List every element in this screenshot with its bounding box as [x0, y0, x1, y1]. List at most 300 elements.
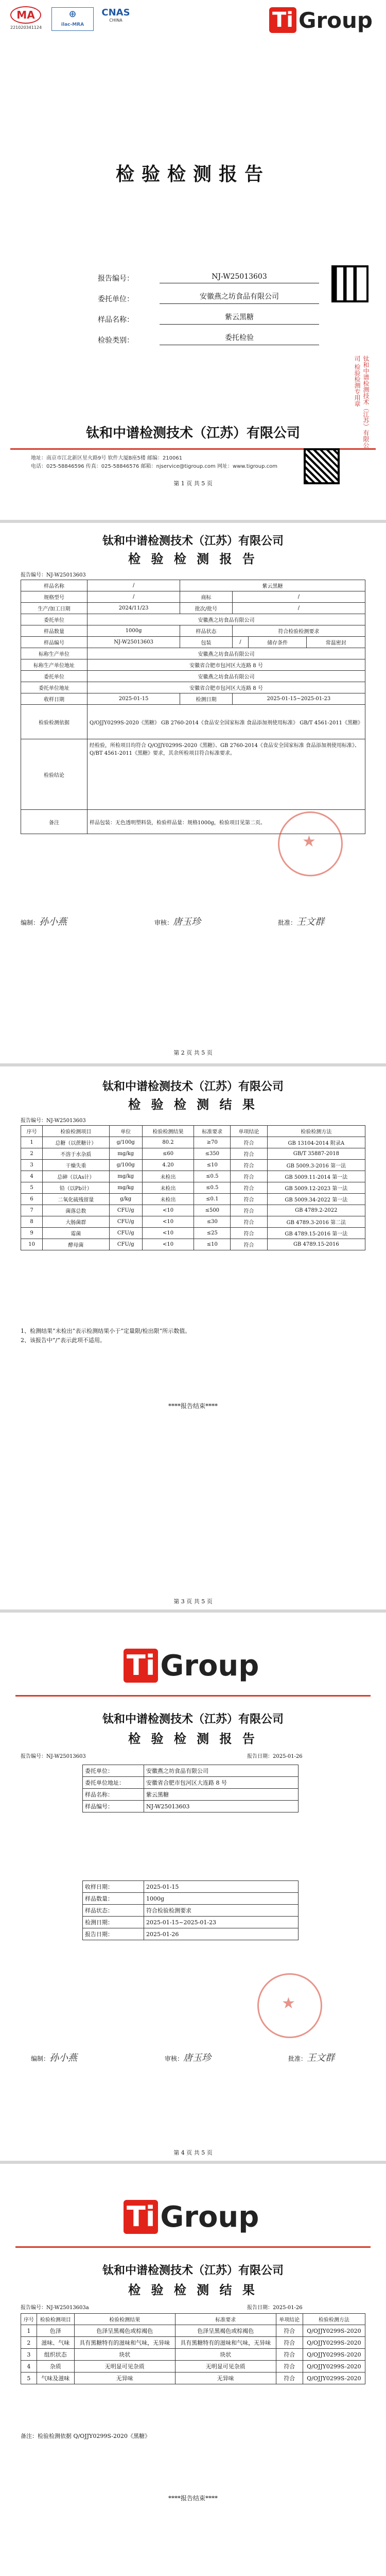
table-cell: 收样日期 [21, 693, 87, 705]
table-cell: 符合 [276, 2372, 303, 2384]
table-row [83, 1777, 299, 1789]
table-cell: 4.20 [142, 1160, 194, 1171]
table-row [83, 1881, 299, 1893]
table-cell: g/100g [109, 1137, 142, 1148]
table-cell: 总糖（以蔗糖计） [43, 1137, 109, 1148]
signer-label: 编制： [21, 919, 40, 926]
table-cell: 无明显可见杂质 [74, 2361, 175, 2372]
table-row [21, 1239, 365, 1250]
table-cell: GB 4789.15-2016 第一法 [267, 1228, 365, 1239]
report-page-4 [0, 1613, 386, 2164]
table-cell: 样品数量 [21, 625, 87, 637]
table-cell: CFU/g [109, 1205, 142, 1216]
table-row [83, 1765, 299, 1777]
table-cell: / [87, 580, 180, 591]
table-cell: 委托单位： [83, 1765, 144, 1777]
signer-approve [288, 2050, 335, 2064]
page-company: 钛和中谱检测技术（江苏）有限公司 [102, 1713, 284, 1726]
cnas-sub: CHINA [109, 18, 122, 23]
table-cell: 批次/批号 [180, 603, 233, 614]
table-cell: 检验结论 [21, 739, 87, 810]
table-cell: 标称生产单位地址 [21, 659, 87, 671]
table-cell: 块状 [175, 2349, 276, 2361]
info-value: NJ-W25013603 [160, 273, 319, 283]
info-value: 安徽燕之坊食品有限公司 [160, 291, 319, 304]
table-cell: 样品编号 [21, 637, 87, 648]
table-cell: 生产/加工日期 [21, 603, 87, 614]
page-company: 钛和中谱检测技术（江苏）有限公司 [102, 1080, 284, 1093]
table-cell: 1000g [144, 1893, 299, 1905]
table-cell: 储存条件 [249, 637, 307, 648]
table-row [21, 603, 365, 614]
table-cell: CFU/g [109, 1228, 142, 1239]
page-number: 第 1 页 共 5 页 [173, 480, 213, 487]
table-cell: 安徽省合肥市包河区大连路 8 号 [144, 1777, 299, 1789]
table-cell: ≤60 [142, 1148, 194, 1160]
page-number: 第 2 页 共 5 页 [173, 1049, 213, 1056]
table-cell: 1 [21, 1137, 43, 1148]
table-cell: GB 4789.15-2016 [267, 1239, 365, 1250]
column-header: 检验检测方法 [303, 2314, 365, 2325]
table-cell: 经检验，所检项目均符合 Q/OJJY0299S-2020《黑糖》、GB 2760-2014《食品安全国家标准 食品添加剂使用标准》、Q/BT 4561-2011《黑糖》要求，其余所检项目符合标准要求。 [87, 739, 365, 810]
table-row [21, 682, 365, 693]
table-row [21, 648, 365, 659]
vertical-stamp: 钛和中谱检测技术（江苏）有限公司 检验检测专用章 [354, 355, 370, 448]
table-cell: / [232, 637, 248, 648]
info-key: 检验类别： [98, 336, 134, 345]
table-cell: 色泽呈黑褐色或棕褐色 [175, 2325, 276, 2337]
info-row [98, 263, 319, 283]
page-title: 检 验 检 测 结 果 [128, 2283, 258, 2297]
table-cell: 色泽呈黑褐色或棕褐色 [74, 2325, 175, 2337]
table-cell: 酵母菌 [43, 1239, 109, 1250]
column-header: 序号 [21, 2314, 37, 2325]
table-cell: 符合检验检测要求 [144, 1905, 299, 1917]
signer-label: 编制： [31, 2055, 50, 2062]
table-row [21, 1171, 365, 1182]
table-cell: 3 [21, 1160, 43, 1171]
table-cell: 具有黑糖特有的滋味和气味，无异味 [74, 2337, 175, 2349]
table-row [21, 1194, 365, 1205]
table-cell: Q/OJJY0299S-2020 [303, 2337, 365, 2349]
tigroup-logo [269, 7, 373, 33]
ilac-text: ilac-MRA [61, 22, 84, 27]
table-cell: 铅（以Pb计） [43, 1182, 109, 1194]
table-cell: ≤0.1 [194, 1194, 231, 1205]
report-number: 报告编号：NJ-W25013603 [21, 1754, 86, 1759]
ma-logo [10, 6, 46, 31]
table-cell: 样品状态 [180, 625, 233, 637]
signer-label: 审核： [165, 2055, 184, 2062]
column-header: 检验检测结果 [74, 2314, 175, 2325]
column-header: 检验检测项目 [37, 2314, 74, 2325]
table-cell: 安徽省合肥市包河区大连路 8 号 [87, 682, 365, 693]
table-cell: / [232, 603, 365, 614]
table-cell: 霉菌 [43, 1228, 109, 1239]
table-cell: <10 [142, 1205, 194, 1216]
table-cell: 符合 [231, 1182, 267, 1194]
info-row [98, 283, 319, 304]
table-cell: 样品名称： [83, 1789, 144, 1801]
report-end: ****报告结束**** [168, 2495, 218, 2502]
signature: 孙小燕 [49, 2053, 78, 2063]
table-row [21, 591, 365, 603]
table-cell: ≤30 [194, 1216, 231, 1228]
table-row [21, 2372, 365, 2384]
tigroup-logo [124, 2200, 259, 2234]
table-cell: 杂质 [37, 2361, 74, 2372]
table-cell: 收样日期： [83, 1881, 144, 1893]
table-cell: CFU/g [109, 1216, 142, 1228]
page-title: 检 验 检 测 报 告 [128, 552, 258, 566]
page-company: 钛和中谱检测技术（江苏）有限公司 [102, 535, 284, 548]
report-date: 报告日期：2025-01-26 [247, 1754, 303, 1759]
table-cell: 备注 [21, 810, 87, 834]
info-value: 紫云黑糖 [160, 312, 319, 325]
table-cell: 符合 [231, 1239, 267, 1250]
table-header [21, 1126, 365, 1137]
table-cell: 总砷（以As计） [43, 1171, 109, 1182]
table-cell: 符合 [231, 1216, 267, 1228]
page-title: 检 验 检 测 报 告 [128, 1732, 258, 1746]
table-cell: 常温密封 [307, 637, 365, 648]
cnas-text: CNAS [101, 7, 130, 18]
table-cell: 安徽燕之坊食品有限公司 [87, 614, 365, 625]
note-line: 2、该报告中”/”表示此项不适用。 [21, 1337, 106, 1344]
info-value: 委托检验 [160, 332, 319, 345]
table-cell: 符合 [231, 1171, 267, 1182]
table-cell: ≤350 [194, 1148, 231, 1160]
table-row [21, 614, 365, 625]
ma-number: 221020341124 [10, 25, 42, 30]
contact-phone: 电话：025-58846596 传真：025-58846576 邮箱：njservice@tigroup.com 网址：www.tigroup.com [31, 464, 278, 469]
table-cell: GB 5009.12-2023 第一法 [267, 1182, 365, 1194]
table-cell: 2025-01-15~2025-01-23 [232, 693, 365, 705]
table-cell: 8 [21, 1216, 43, 1228]
table-row [83, 1893, 299, 1905]
ti-logo-mark: Ti [269, 7, 296, 33]
cnas-logo [98, 7, 134, 30]
table-cell: ≥70 [194, 1137, 231, 1148]
table-row [83, 1789, 299, 1801]
table-cell: mg/kg [109, 1182, 142, 1194]
table-cell: 符合 [276, 2349, 303, 2361]
signer-approve [278, 914, 324, 928]
results-table [21, 1125, 365, 1250]
table-cell: 符合 [231, 1160, 267, 1171]
table-cell: 紫云黑糖 [144, 1789, 299, 1801]
table-cell: <10 [142, 1239, 194, 1250]
table-cell: mg/kg [109, 1148, 142, 1160]
table-cell: 菌落总数 [43, 1205, 109, 1216]
table-cell: 符合 [231, 1148, 267, 1160]
ti-logo-mark: Ti [124, 1649, 158, 1683]
cover-info [98, 263, 319, 345]
table-cell: 样品数量： [83, 1893, 144, 1905]
table-cell: 委托单位 [21, 671, 87, 682]
table-cell: 符合 [276, 2361, 303, 2372]
table-cell: 1 [21, 2325, 37, 2337]
signature: 王文群 [307, 2053, 335, 2063]
table-row [21, 2349, 365, 2361]
signer-review [165, 2050, 211, 2064]
signer-compile [21, 914, 67, 928]
table-cell: 4 [21, 1171, 43, 1182]
table-cell: 检测日期： [83, 1917, 144, 1928]
table-row [21, 2337, 365, 2349]
signer-label: 批准： [278, 919, 297, 926]
signature: 孙小燕 [39, 917, 67, 927]
table-row [21, 659, 365, 671]
table-cell: 符合 [276, 2337, 303, 2349]
table-cell: ≤10 [194, 1239, 231, 1250]
table-cell: 5 [21, 1182, 43, 1194]
table-cell: 商标 [180, 591, 233, 603]
table-cell: 紫云黑糖 [180, 580, 365, 591]
official-stamp-icon [257, 1973, 322, 2038]
table-cell: GB 4789.3-2016 第二法 [267, 1216, 365, 1228]
contact-address: 地址：南京市江北新区星火路9号 软件大厦B座5楼 邮编：210061 [31, 455, 183, 461]
info-key: 样品名称： [98, 316, 134, 324]
table-cell: 检验检测依据 [21, 705, 87, 739]
table-cell: 未检出 [142, 1171, 194, 1182]
table-cell: 规格型号 [21, 591, 87, 603]
table-cell: 2024/11/23 [87, 603, 180, 614]
table-cell: 符合 [276, 2325, 303, 2337]
group-logo-text: Group [160, 1649, 259, 1683]
divider [15, 1695, 371, 1697]
table-cell: NJ-W25013603 [144, 1801, 299, 1812]
table-cell: ≤25 [194, 1228, 231, 1239]
table-cell: Q/OJJY0299S-2020 [303, 2325, 365, 2337]
table-row [21, 625, 365, 637]
info-row [98, 325, 319, 345]
table-cell: 包装 [180, 637, 233, 648]
cover-page [0, 0, 386, 523]
table-row [21, 671, 365, 682]
table-header [21, 2314, 365, 2325]
column-header: 单项结论 [276, 2314, 303, 2325]
table-cell: Q/OJJY0299S-2020 [303, 2361, 365, 2372]
table-cell: <10 [142, 1228, 194, 1239]
table-cell: 9 [21, 1228, 43, 1239]
table-row [21, 1182, 365, 1194]
table-cell: / [232, 591, 365, 603]
ma-seal-icon: MA [10, 6, 41, 24]
table-row [21, 2325, 365, 2337]
table-cell: 1000g [87, 625, 180, 637]
table-cell: 色泽 [37, 2325, 74, 2337]
table-cell: 安徽燕之坊食品有限公司 [144, 1765, 299, 1777]
column-header: 单项结论 [231, 1126, 267, 1137]
table-cell: 无异味 [175, 2372, 276, 2384]
results-table [21, 2313, 365, 2384]
table-row [21, 1148, 365, 1160]
table-cell: 3 [21, 2349, 37, 2361]
sample-table [82, 1880, 299, 1940]
column-header: 检验检测项目 [43, 1126, 109, 1137]
table-cell: 块状 [74, 2349, 175, 2361]
column-header: 单位 [109, 1126, 142, 1137]
ilac-logo [51, 7, 94, 31]
column-header: 检验检测结果 [142, 1126, 194, 1137]
table-cell: / [87, 591, 180, 603]
signer-label: 批准： [288, 2055, 307, 2062]
table-row [83, 1905, 299, 1917]
divider [15, 2246, 371, 2248]
official-stamp-icon [278, 811, 343, 876]
table-cell: 样品包装：无色透明塑料袋，检验样品量：规格1000g，检验项目见第二页。 [87, 810, 365, 834]
signature: 唐玉珍 [173, 917, 201, 927]
table-cell: 样品编号： [83, 1801, 144, 1812]
report-number: 报告编号：NJ-W25013603a [21, 2305, 89, 2311]
table-cell: 无明显可见杂质 [175, 2361, 276, 2372]
report-number: 报告编号：NJ-W25013603 [21, 1118, 86, 1124]
table-row [21, 1205, 365, 1216]
table-cell: 检测日期 [180, 693, 233, 705]
signature: 王文群 [296, 917, 325, 927]
qr-code-icon [331, 265, 369, 332]
table-cell: GB 13104-2014 附录A [267, 1137, 365, 1148]
column-header: 检验检测方法 [267, 1126, 365, 1137]
info-key: 委托单位： [98, 295, 134, 303]
report-number: 报告编号：NJ-W25013603 [21, 572, 86, 578]
table-cell: GB 5009.11-2014 第一法 [267, 1171, 365, 1182]
table-cell: GB 4789.2-2022 [267, 1205, 365, 1216]
table-cell: Q/OJJY0299S-2020《黑糖》 GB 2760-2014《食品安全国家标准 食品添加剂使用标准》 GB/T 4561-2011《黑糖》 [87, 705, 365, 739]
signer-label: 审核： [154, 919, 173, 926]
result-notes [21, 1327, 365, 1345]
report-title: 检验检测报告 [115, 163, 270, 185]
table-row [21, 580, 365, 591]
table-cell: 符合 [231, 1228, 267, 1239]
report-page-5 [0, 2164, 386, 2576]
info-table [82, 1765, 299, 1812]
table-row [21, 1228, 365, 1239]
table-cell: 二氧化硫残留量 [43, 1194, 109, 1205]
table-cell: 2 [21, 1148, 43, 1160]
note-line: 1、检测结果”未检出”表示检测结果小于”定量限/检出限”所示数值。 [21, 1328, 191, 1334]
table-cell: 不溶于水杂质 [43, 1148, 109, 1160]
table-row [21, 1216, 365, 1228]
table-cell: 样品名称 [21, 580, 87, 591]
page-company: 钛和中谱检测技术（江苏）有限公司 [102, 2264, 284, 2277]
table-cell: 未检出 [142, 1182, 194, 1194]
table-cell: 滋味、气味 [37, 2337, 74, 2349]
group-logo-text: Group [160, 2200, 259, 2234]
table-cell: ≤500 [194, 1205, 231, 1216]
table-cell: 未检出 [142, 1194, 194, 1205]
table-cell: 标称生产单位 [21, 648, 87, 659]
table-row [21, 1137, 365, 1148]
report-date: 报告日期：2025-01-26 [247, 2305, 303, 2311]
table-cell: g/100g [109, 1160, 142, 1171]
table-cell: 符合检验检测要求 [232, 625, 365, 637]
table-cell: CFU/g [109, 1239, 142, 1250]
table-row [21, 693, 365, 705]
table-cell: 具有黑糖特有的滋味和气味，无异味 [175, 2337, 276, 2349]
ti-logo-mark: Ti [124, 2200, 158, 2234]
summary-table [21, 580, 365, 834]
table-cell: 6 [21, 1194, 43, 1205]
table-row [21, 739, 365, 810]
table-cell: 符合 [231, 1205, 267, 1216]
results-page [0, 1066, 386, 1613]
table-cell: 7 [21, 1205, 43, 1216]
table-cell: ≤10 [194, 1160, 231, 1171]
page-number: 第 4 页 共 5 页 [173, 2149, 213, 2156]
table-cell: GB/T 35887-2018 [267, 1148, 365, 1160]
table-row [21, 705, 365, 739]
table-cell: 10 [21, 1239, 43, 1250]
signature: 唐玉珍 [183, 2053, 212, 2063]
table-cell: 委托单位 [21, 614, 87, 625]
table-cell: 符合 [231, 1137, 267, 1148]
column-header: 标准要求 [175, 2314, 276, 2325]
page-number: 第 3 页 共 5 页 [173, 1598, 213, 1605]
table-cell: 委托单位地址： [83, 1777, 144, 1789]
result-note: 备注：检验检测依据 Q/OJJY0299S-2020《黑糖》 [21, 2433, 150, 2439]
table-cell: 报告日期： [83, 1928, 144, 1940]
table-row [21, 637, 365, 648]
table-cell: 组织状态 [37, 2349, 74, 2361]
table-cell: 无异味 [74, 2372, 175, 2384]
table-cell: ≤0.5 [194, 1182, 231, 1194]
table-cell: 样品状态： [83, 1905, 144, 1917]
table-cell: 2025-01-26 [144, 1928, 299, 1940]
table-cell: 委托单位地址 [21, 682, 87, 693]
ilac-globe-icon: ⊕ [68, 9, 77, 20]
table-cell: 5 [21, 2372, 37, 2384]
table-cell: 4 [21, 2361, 37, 2372]
info-key: 报告编号： [98, 275, 134, 283]
table-cell: 大肠菌群 [43, 1216, 109, 1228]
table-cell: 2025-01-15 [87, 693, 180, 705]
table-cell: 80.2 [142, 1137, 194, 1148]
table-cell: ≤0.5 [194, 1171, 231, 1182]
table-row [21, 2361, 365, 2372]
company-banner: 钛和中谱检测技术（江苏）有限公司 [85, 426, 300, 441]
column-header: 标准要求 [194, 1126, 231, 1137]
table-cell: mg/kg [109, 1171, 142, 1182]
page-title: 检 验 检 测 结 果 [128, 1097, 258, 1112]
table-row [83, 1801, 299, 1812]
table-cell: g/kg [109, 1194, 142, 1205]
signer-compile [31, 2050, 77, 2064]
table-row [83, 1917, 299, 1928]
table-cell: Q/OJJY0299S-2020 [303, 2349, 365, 2361]
contact-info [31, 454, 340, 471]
table-cell: 2025-01-15~2025-01-23 [144, 1917, 299, 1928]
table-cell: 2 [21, 2337, 37, 2349]
table-cell: 干燥失重 [43, 1160, 109, 1171]
info-row [98, 304, 319, 325]
table-cell: <10 [142, 1216, 194, 1228]
column-header: 序号 [21, 1126, 43, 1137]
table-cell: NJ-W25013603 [87, 637, 180, 648]
table-cell: 安徽省合肥市包河区大连路 8 号 [87, 659, 365, 671]
table-cell: 安徽燕之坊食品有限公司 [87, 648, 365, 659]
summary-page [0, 523, 386, 1066]
tigroup-logo [124, 1649, 259, 1683]
signer-review [154, 914, 201, 928]
table-row [83, 1928, 299, 1940]
table-cell: 安徽燕之坊食品有限公司 [87, 671, 365, 682]
table-cell: GB 5009.3-2016 第一法 [267, 1160, 365, 1171]
table-cell: 2025-01-15 [144, 1881, 299, 1893]
table-cell: Q/OJJY0299S-2020 [303, 2372, 365, 2384]
table-row [21, 1160, 365, 1171]
